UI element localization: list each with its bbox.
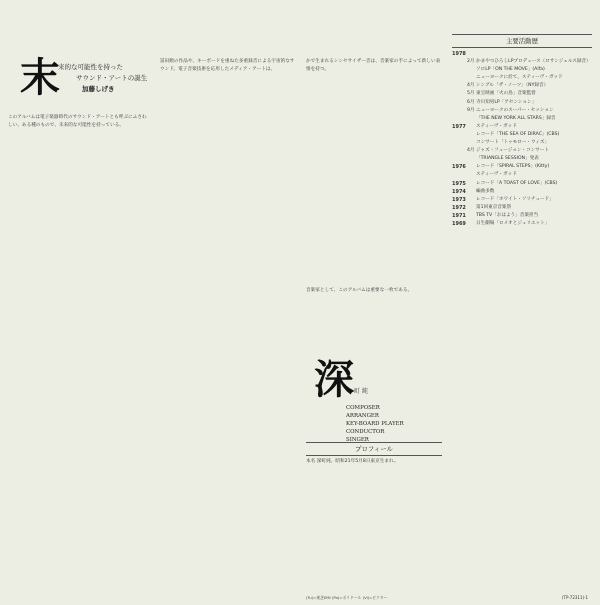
works-entry	[476, 50, 594, 58]
essay-author: 加藤しげき	[82, 85, 115, 93]
works-entry: レコード「THE SEA OF DIRAC」(CBS)	[476, 131, 560, 137]
works-month	[467, 163, 476, 171]
works-row	[452, 123, 594, 131]
works-month	[467, 66, 476, 74]
works-row	[452, 171, 594, 179]
works-entry: かまやつひろしLPプロデュース（ロサンジェルス録音）	[476, 59, 591, 65]
works-entry: ジャズ・フュージョン・コンサート	[476, 148, 549, 154]
works-month	[467, 139, 476, 147]
works-entry: ニューヨークに於て、スティーヴ・ガッド	[476, 75, 563, 81]
works-entry: ソロLP「ON THE MOVE」(Alfa)	[476, 67, 545, 73]
works-month: 5月	[467, 91, 475, 97]
works-year: 1978	[452, 51, 466, 57]
profile-text: 本名 深町純、昭和21年5月8日東京生まれ。	[306, 459, 399, 464]
works-year	[452, 115, 467, 123]
essay-title-line2: サウンド・アートの誕生	[76, 74, 148, 82]
works-year: 1976	[452, 164, 466, 171]
works-row	[452, 204, 594, 212]
essay-column-3: かで生まれるシンセサイザー音は、音楽家の手によって新しい表情を持つ。	[306, 59, 441, 73]
works-year	[452, 58, 467, 66]
works-entry: ニューヨークのスーパー・セッション	[476, 107, 554, 113]
works-row	[452, 188, 594, 196]
works-month	[467, 74, 476, 82]
works-month: 6月	[467, 99, 475, 105]
works-entry: 「TRIANGLE SESSION」発表	[476, 156, 539, 162]
essay-column-2: 冨田勲の作品や、キーボードを重ねた多重録音による宇宙的なサウンド。電子音楽技術を応用したメディア・アートは、	[160, 59, 295, 73]
works-row	[452, 74, 594, 82]
works-year	[452, 99, 467, 107]
works-list	[452, 50, 594, 590]
works-row	[452, 90, 594, 98]
essay-lead-character: 末	[20, 54, 60, 101]
works-row	[452, 58, 594, 66]
works-entry: 日生劇場「ロメオとジュリエット」	[476, 220, 550, 226]
works-month	[467, 131, 476, 139]
works-row	[452, 99, 594, 107]
works-year: 1977	[452, 123, 466, 130]
works-month	[467, 155, 476, 163]
works-year: 1969	[452, 220, 466, 227]
artist-roles	[346, 404, 404, 444]
works-month	[467, 212, 476, 220]
role-item: SINGER	[346, 437, 369, 443]
works-row	[452, 220, 594, 228]
artist-name-character: 深	[314, 356, 354, 403]
works-year	[452, 90, 467, 98]
works-month: 4月	[467, 148, 475, 154]
catalog-number: (TP-72311)-1	[562, 595, 589, 600]
works-month	[467, 171, 476, 179]
essay-column-3-continued: 音楽家として、このアルバムは重要な一枚である。	[306, 288, 413, 293]
works-year	[452, 66, 467, 74]
works-row	[452, 50, 594, 58]
works-month	[467, 123, 476, 131]
works-entry: レコード「A TOAST OF LOVE」(CBS)	[476, 180, 558, 186]
works-year: 1975	[452, 180, 466, 187]
works-entry: シングル「ザ・ノーツ」（NY録音）	[476, 83, 549, 89]
works-heading: 主要活動歴	[452, 34, 592, 48]
works-row	[452, 212, 594, 220]
works-year: 1973	[452, 196, 466, 203]
works-month	[467, 220, 476, 228]
works-month	[467, 115, 476, 123]
works-year	[452, 155, 467, 163]
artist-name-suffix: 町 純	[354, 388, 368, 395]
works-year	[452, 131, 467, 139]
works-year	[452, 139, 467, 147]
works-row	[452, 180, 594, 188]
role-item: COMPOSER	[346, 405, 380, 411]
works-entry: コンサート「トゥモロー・ウィズ」	[476, 140, 550, 146]
works-entry: 「THE NEW YORK ALL STARS」録音	[476, 115, 556, 121]
works-entry: レコード「SPIRAL STEPS」(Kitty)	[476, 164, 550, 170]
works-row	[452, 196, 594, 204]
works-month	[467, 196, 476, 204]
works-month: 2月	[467, 59, 475, 65]
works-entry: 第1回東京音楽祭	[476, 204, 512, 210]
profile-heading: プロフィール	[306, 442, 442, 456]
works-month	[467, 50, 476, 58]
works-row	[452, 147, 594, 155]
role-item: ARRANGER	[346, 413, 379, 419]
works-month	[467, 188, 476, 196]
works-entry: 東宝映画「火の鳥」音楽監督	[476, 91, 536, 97]
works-row	[452, 66, 594, 74]
works-entry: スティーヴ・ガッド	[476, 123, 517, 129]
works-row	[452, 139, 594, 147]
works-year	[452, 82, 467, 90]
works-year: 1972	[452, 204, 466, 211]
works-year	[452, 107, 467, 115]
works-entry: 編曲多数	[476, 188, 495, 194]
works-year	[452, 74, 467, 82]
works-month: 4月	[467, 83, 475, 89]
works-month: 9月	[467, 107, 475, 113]
works-entry: スティーヴ・ガッド	[476, 172, 517, 178]
role-item: KEY-BOARD PLAYER	[346, 421, 404, 427]
label-footnote: (Tu)=東芝EMI (Pa)=ポリドール (Vi)=ビクター	[306, 595, 388, 600]
role-item: CONDUCTOR	[346, 429, 385, 435]
works-entry: レコード「ホワイト・ソリチュード」	[476, 196, 554, 202]
works-row	[452, 131, 594, 139]
works-year	[452, 147, 467, 155]
works-month	[467, 180, 476, 188]
essay-title-line1: 来的な可能性を持った	[58, 63, 123, 71]
works-row	[452, 82, 594, 90]
works-year	[452, 171, 467, 179]
works-year: 1971	[452, 212, 466, 219]
essay-column-1: このアルバムは電子楽器時代のサウンド・アートとも呼ぶにふさわしい、ある種のもので、未来的な可能性を持っている。	[8, 115, 147, 129]
works-row	[452, 107, 594, 115]
works-row	[452, 155, 594, 163]
works-entry: TBS TV「おはよう」音楽担当	[476, 212, 539, 218]
essay-title-block	[58, 62, 158, 95]
works-year: 1974	[452, 188, 466, 195]
works-row	[452, 115, 594, 123]
works-row	[452, 163, 594, 171]
works-entry: 寺川知男LP「アセンション」	[476, 99, 537, 105]
works-month	[467, 204, 476, 212]
